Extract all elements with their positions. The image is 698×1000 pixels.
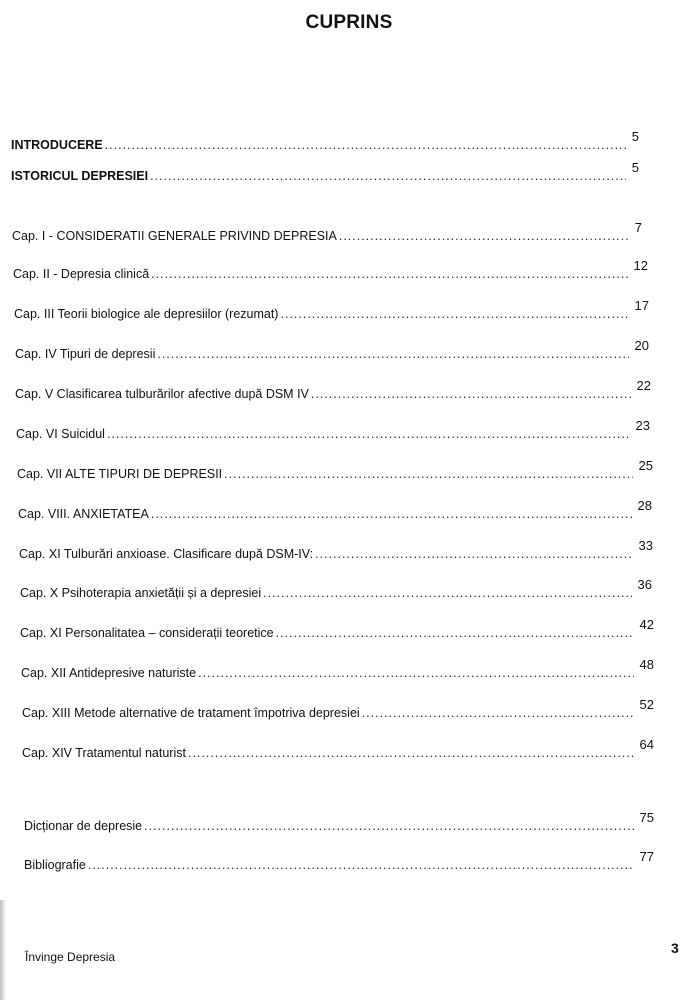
- dot-leader: [315, 547, 632, 561]
- toc-entry-label: Cap. XI Tulburări anxioase. Clasificare după DSM-IV:: [19, 547, 314, 561]
- toc-entry-page: 5: [631, 129, 639, 144]
- toc-entry-page: 17: [634, 298, 649, 313]
- toc-entry-label: Dicționar de depresie: [24, 819, 143, 833]
- toc-entry-label: Cap. I - CONSIDERATII GENERALE PRIVIND DEPRESIA: [12, 229, 337, 243]
- toc-entry-page: 25: [638, 458, 653, 473]
- toc-entry-page: 22: [636, 378, 651, 393]
- dot-leader: [188, 746, 634, 760]
- toc-entry: [24, 849, 654, 872]
- dot-leader: [263, 586, 631, 600]
- toc-entry: [20, 577, 652, 600]
- toc-entry-page: 42: [639, 617, 654, 632]
- toc-entry-page: 23: [635, 418, 650, 433]
- toc-entry-label: Cap. XIV Tratamentul naturist: [22, 746, 186, 760]
- toc-entry-label: Cap. II - Depresia clinică: [13, 267, 150, 281]
- toc-entry: [12, 220, 642, 243]
- toc-entry: [20, 617, 654, 640]
- toc-entry: [22, 737, 654, 760]
- toc-entry: [11, 160, 639, 183]
- toc-entry: [15, 338, 649, 361]
- toc-entry-label: Cap. XII Antidepresive naturiste: [21, 666, 197, 680]
- toc-entry: [16, 418, 650, 441]
- toc-entry: [18, 498, 652, 521]
- toc-entry-label: Cap. XIII Metode alternative de tratament împotriva depresiei: [22, 706, 360, 720]
- toc-entry-label: Cap. XI Personalitatea – considerații teoretice: [20, 626, 274, 640]
- toc-entry-label: Bibliografie: [24, 858, 86, 872]
- toc-entry: [17, 458, 653, 481]
- dot-leader: [105, 138, 626, 152]
- toc-entry-label: Cap. X Psihoterapia anxietății și a depresiei: [20, 586, 262, 600]
- dot-leader: [198, 666, 633, 680]
- dot-leader: [107, 427, 630, 441]
- toc-entry: [24, 810, 654, 833]
- toc-entry-label: ISTORICUL DEPRESIEI: [11, 169, 149, 183]
- toc-entry-label: INTRODUCERE: [11, 138, 103, 152]
- dot-leader: [144, 819, 633, 833]
- toc-entry: [11, 129, 639, 152]
- toc-entry: [15, 378, 651, 401]
- dot-leader: [280, 307, 628, 321]
- toc-entry-page: 52: [639, 697, 654, 712]
- dot-leader: [339, 229, 629, 243]
- dot-leader: [151, 507, 632, 521]
- toc-entry: [22, 697, 654, 720]
- toc-entry: [19, 538, 653, 561]
- toc-entry-label: Cap. VII ALTE TIPURI DE DEPRESII: [17, 467, 223, 481]
- toc-entry-page: 77: [639, 849, 654, 864]
- page-number: 3: [671, 940, 679, 956]
- toc-entry-label: Cap. V Clasificarea tulburărilor afective după DSM IV: [15, 387, 309, 401]
- toc-entry-label: Cap. VIII. ANXIETATEA: [18, 507, 149, 521]
- dot-leader: [88, 858, 634, 872]
- page-title: CUPRINS: [305, 12, 393, 33]
- toc-entry-label: Cap. III Teorii biologice ale depresiilor (rezumat): [14, 307, 279, 321]
- toc-entry-page: 36: [637, 577, 652, 592]
- toc-entry-page: 28: [637, 498, 652, 513]
- toc-entry-page: 7: [634, 220, 642, 235]
- footer-book-title: Învinge Depresia: [25, 950, 116, 964]
- dot-leader: [224, 467, 632, 481]
- dot-leader: [150, 169, 626, 183]
- toc-entry: [13, 258, 648, 281]
- toc-entry-page: 48: [639, 657, 654, 672]
- toc-entry-page: 64: [639, 737, 654, 752]
- toc-entry-page: 5: [631, 160, 639, 175]
- toc-entry: [21, 657, 654, 680]
- dot-leader: [362, 706, 634, 720]
- scan-edge-shadow: [0, 900, 6, 1000]
- toc-entry-page: 33: [638, 538, 653, 553]
- toc-entry-label: Cap. IV Tipuri de depresii: [15, 347, 156, 361]
- dot-leader: [276, 626, 634, 640]
- dot-leader: [151, 267, 627, 281]
- toc-entry-page: 12: [633, 258, 648, 273]
- toc-entry-page: 20: [634, 338, 649, 353]
- toc-entry-page: 75: [639, 810, 654, 825]
- toc-entry: [14, 298, 649, 321]
- dot-leader: [157, 347, 628, 361]
- toc-entry-label: Cap. VI Suicidul: [16, 427, 105, 441]
- dot-leader: [311, 387, 631, 401]
